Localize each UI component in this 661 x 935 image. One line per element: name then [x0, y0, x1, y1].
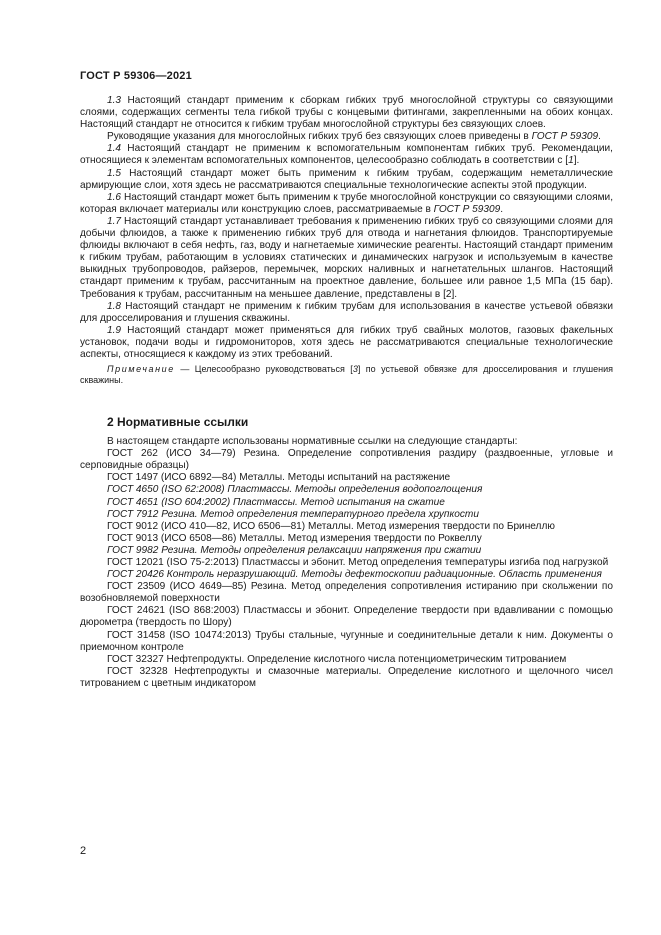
note: Примечание — Целесообразно руководствоваться [3] по устьевой обвязке для дросселирования и глушения скважины.	[80, 364, 613, 386]
reference-item: ГОСТ 1497 (ИСО 6892—84) Металлы. Методы испытаний на растяжение	[107, 472, 451, 484]
standard-reference: ГОСТ Р 59309	[433, 203, 501, 215]
reference-item: ГОСТ 4650 (ISO 62:2008) Пластмассы. Методы определения водопоглощения	[107, 484, 483, 496]
reference-item: ГОСТ 9013 (ИСО 6508—86) Металлы. Метод измерения твердости по Роквеллу	[107, 532, 482, 544]
reference-item: ГОСТ 24621 (ISO 868:2003) Пластмассы и эбонит. Определение твердости при вдавливании с помощью дюрометра (твердость по Шору)	[80, 605, 613, 629]
reference-item: ГОСТ 4651 (ISO 604:2002) Пластмассы. Метод испытания на сжатие	[107, 496, 445, 508]
reference-item: ГОСТ 32328 Нефтепродукты и смазочные материалы. Определение кислотного и щелочного чисел титрованием с цветным индикатором	[80, 665, 613, 689]
paragraph-1-8: 1.8 Настоящий стандарт не применим к гибким трубам для использования в качестве устьевой обвязки для дросселирования и глушения скважины.	[80, 300, 613, 324]
reference-item: ГОСТ 262 (ИСО 34—79) Резина. Определение сопротивления раздиру (раздвоенные, угловые и серповидные образцы)	[80, 448, 613, 472]
reference-item: ГОСТ 9012 (ИСО 410—82, ИСО 6506—81) Металлы. Метод измерения твердости по Бринеллю	[107, 520, 555, 532]
clause-number: 1.6	[107, 191, 122, 203]
reference-item: ГОСТ 31458 (ISO 10474:2013) Трубы стальные, чугунные и соединительные детали к ним. Документы о приемочном контроле	[80, 629, 613, 653]
reference-item: ГОСТ 9982 Резина. Методы определения релаксации напряжения при сжатии	[107, 544, 482, 556]
page-number: 2	[80, 845, 87, 857]
document-header: ГОСТ Р 59306—2021	[80, 70, 192, 82]
clause-number: 1.9	[107, 324, 122, 336]
reference-item: ГОСТ 23509 (ИСО 4649—85) Резина. Метод определения сопротивления истиранию при скольжении по возобновляемой поверхности	[80, 581, 613, 605]
section-2-intro: В настоящем стандарте использованы нормативные ссылки на следующие стандарты:	[107, 436, 518, 448]
bibliography-reference: 3	[352, 364, 358, 375]
clause-number: 1.5	[107, 167, 122, 179]
reference-item: ГОСТ 20426 Контроль неразрушающий. Методы дефектоскопии радиационные. Область применения	[107, 569, 602, 581]
section-2-heading: 2 Нормативные ссылки	[107, 415, 249, 430]
paragraph-guide: Руководящие указания для многослойных гибких труб без связующих слоев приведены в ГОСТ Р 59309.	[107, 131, 601, 143]
paragraph-1-9: 1.9 Настоящий стандарт может применяться для гибких труб свайных молотов, газовых факельных установок, подачи воды и гидромониторов, хотя здесь не рассматриваются специальные технологические аспекты, относящиеся к каждому из этих требований.	[80, 324, 613, 360]
paragraph-1-7: 1.7 Настоящий стандарт устанавливает требования к применению гибких труб со связующими слоями для добычи флюидов, а также к применению гибких труб для отвода и нагнетания флюидов. Транспортируемые флюиды включают в себя нефть, газ, воду и нагнетаемые химические реагенты. Настоящий стандарт применим к гибким трубам, работающим в условиях статических и динамических нагрузок и используемым в качестве выкидных трубопроводов, райзеров, перемычек, морских наливных и нагнетательных шлангов. Настоящий стандарт применим к трубам, рассчитанным на проектное давление, большее или равное 1,5 МПа (15 бар). Требования к трубам, рассчитанным на меньшее давление, представлены в [2].	[80, 215, 613, 300]
standard-reference: ГОСТ Р 59309	[531, 131, 599, 143]
reference-item: ГОСТ 12021 (ISO 75-2:2013) Пластмассы и эбонит. Метод определения температуры изгиба под нагрузкой	[107, 557, 609, 568]
paragraph-1-4: 1.4 Настоящий стандарт не применим к вспомогательным компонентам гибких труб. Рекомендации, относящиеся к элементам вспомогательных компонентов, целесообразно соблюдать в соответствии с [1].	[80, 143, 613, 167]
paragraph-1-5: 1.5 Настоящий стандарт может быть применим к гибким трубам, содержащим неметаллические армирующие слои, хотя здесь не рассматриваются специальные технологические аспекты этой продукции.	[80, 167, 613, 191]
clause-number: 1.8	[107, 300, 122, 312]
page-content	[80, 95, 613, 690]
reference-item: ГОСТ 7912 Резина. Метод определения температурного предела хрупкости	[107, 508, 479, 520]
clause-number: 1.3	[107, 95, 122, 106]
reference-item: ГОСТ 32327 Нефтепродукты. Определение кислотного числа потенциометрическим титрованием	[107, 653, 567, 665]
note-label: Примечание	[107, 364, 175, 375]
clause-number: 1.7	[107, 215, 122, 227]
paragraph-1-3: 1.3 Настоящий стандарт применим к сборкам гибких труб многослойной структуры со связующими слоями, содержащих сегменты тела гибкой трубы с концевыми фитингами, закрепленными на обоих концах. Настоящий стандарт не относится к гибким трубам многослойной структуры без связующих слоев.	[80, 95, 613, 131]
paragraph-1-6: 1.6 Настоящий стандарт может быть применим к трубе многослойной конструкции со связующими слоями, которая включает материалы или конструкцию слоев, рассматриваемые в ГОСТ Р 59309.	[80, 191, 613, 215]
clause-number: 1.4	[107, 143, 122, 155]
bibliography-reference: 1	[568, 155, 574, 167]
